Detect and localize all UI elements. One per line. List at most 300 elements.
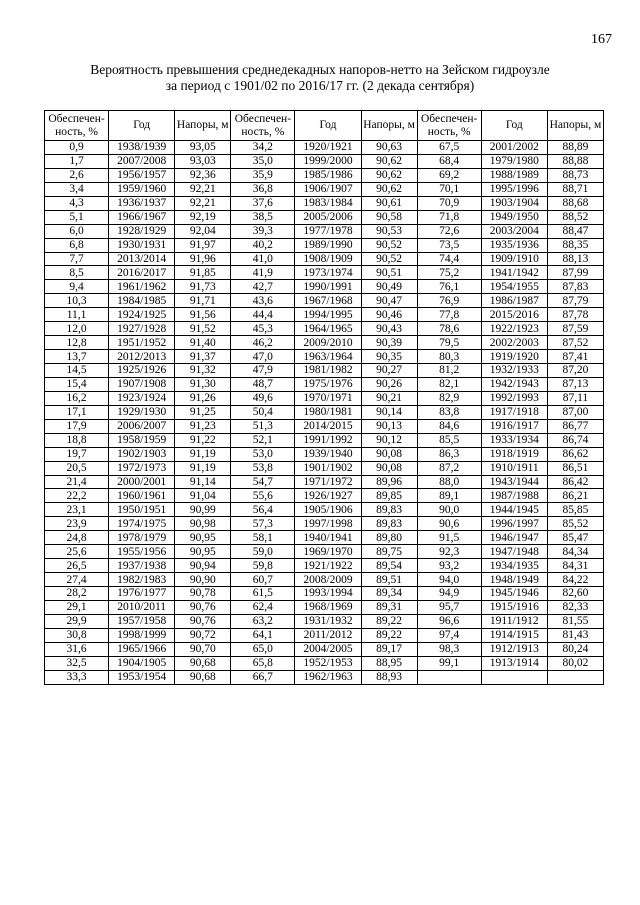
probability-cell: 2,6	[45, 168, 109, 182]
probability-cell: 43,6	[231, 294, 295, 308]
table-title	[0, 62, 640, 94]
year-cell: 1988/1989	[481, 168, 547, 182]
probability-cell: 25,6	[45, 545, 109, 559]
probability-cell: 23,9	[45, 517, 109, 531]
table-row	[45, 419, 604, 433]
year-cell: 1934/1935	[481, 559, 547, 573]
year-cell: 1947/1948	[481, 545, 547, 559]
year-cell: 1920/1921	[295, 141, 361, 155]
year-cell: 1989/1990	[295, 238, 361, 252]
year-cell: 1929/1930	[109, 405, 175, 419]
probability-cell: 38,5	[231, 210, 295, 224]
table-row	[45, 280, 604, 294]
year-cell: 1951/1952	[109, 336, 175, 350]
year-cell: 1945/1946	[481, 587, 547, 601]
probability-cell: 45,3	[231, 322, 295, 336]
year-cell: 2000/2001	[109, 475, 175, 489]
table-row	[45, 447, 604, 461]
table-row	[45, 308, 604, 322]
head-cell: 90,63	[361, 141, 417, 155]
probability-cell: 81,2	[417, 364, 481, 378]
probability-cell: 14,5	[45, 364, 109, 378]
year-cell: 2005/2006	[295, 210, 361, 224]
year-cell: 1916/1917	[481, 419, 547, 433]
year-cell: 1933/1934	[481, 433, 547, 447]
probability-cell: 58,1	[231, 531, 295, 545]
probability-cell: 51,3	[231, 419, 295, 433]
year-cell: 1995/1996	[481, 182, 547, 196]
head-cell: 91,19	[175, 447, 231, 461]
table-row	[45, 224, 604, 238]
head-cell: 88,88	[547, 154, 603, 168]
head-cell: 90,76	[175, 600, 231, 614]
probability-cell: 31,6	[45, 642, 109, 656]
year-cell: 1960/1961	[109, 489, 175, 503]
probability-cell: 70,1	[417, 182, 481, 196]
head-cell: 86,42	[547, 475, 603, 489]
probability-cell: 90,6	[417, 517, 481, 531]
head-cell: 82,33	[547, 600, 603, 614]
year-cell: 1969/1970	[295, 545, 361, 559]
head-cell: 90,43	[361, 322, 417, 336]
head-cell: 91,56	[175, 308, 231, 322]
year-cell: 1963/1964	[295, 350, 361, 364]
probability-cell: 41,9	[231, 266, 295, 280]
head-cell: 89,96	[361, 475, 417, 489]
probability-cell: 99,1	[417, 656, 481, 670]
year-cell: 2009/2010	[295, 336, 361, 350]
year-cell: 1924/1925	[109, 308, 175, 322]
year-cell: 1946/1947	[481, 531, 547, 545]
table-row	[45, 545, 604, 559]
probability-cell: 41,0	[231, 252, 295, 266]
head-cell: 88,68	[547, 196, 603, 210]
year-cell: 1949/1950	[481, 210, 547, 224]
probability-cell: 6,0	[45, 224, 109, 238]
year-cell: 1971/1972	[295, 475, 361, 489]
head-cell: 88,47	[547, 224, 603, 238]
head-cell: 90,70	[175, 642, 231, 656]
head-cell: 87,13	[547, 377, 603, 391]
year-cell: 1928/1929	[109, 224, 175, 238]
year-cell: 1905/1906	[295, 503, 361, 517]
probability-cell: 88,0	[417, 475, 481, 489]
year-cell: 1930/1931	[109, 238, 175, 252]
probability-cell: 75,2	[417, 266, 481, 280]
probability-cell: 16,2	[45, 391, 109, 405]
probability-cell: 3,4	[45, 182, 109, 196]
probability-cell: 17,9	[45, 419, 109, 433]
year-cell: 1903/1904	[481, 196, 547, 210]
table-row	[45, 405, 604, 419]
table-row	[45, 587, 604, 601]
head-cell: 86,74	[547, 433, 603, 447]
year-cell: 1993/1994	[295, 587, 361, 601]
year-cell: 1970/1971	[295, 391, 361, 405]
head-cell: 90,61	[361, 196, 417, 210]
probability-cell: 4,3	[45, 196, 109, 210]
table-body	[45, 141, 604, 685]
year-cell: 1950/1951	[109, 503, 175, 517]
probability-cell: 72,6	[417, 224, 481, 238]
header-year: Год	[481, 111, 547, 141]
header-row	[45, 111, 604, 141]
probability-cell: 91,5	[417, 531, 481, 545]
head-cell: 91,25	[175, 405, 231, 419]
year-cell: 1901/1902	[295, 461, 361, 475]
year-cell: 1909/1910	[481, 252, 547, 266]
probability-cell: 74,4	[417, 252, 481, 266]
probability-cell: 71,8	[417, 210, 481, 224]
year-cell: 1921/1922	[295, 559, 361, 573]
head-cell: 91,19	[175, 461, 231, 475]
year-cell: 1918/1919	[481, 447, 547, 461]
title-line-2: за период с 1901/02 по 2016/17 гг. (2 декада сентября)	[165, 78, 475, 93]
probability-cell: 0,9	[45, 141, 109, 155]
probability-cell: 87,2	[417, 461, 481, 475]
head-cell: 89,51	[361, 573, 417, 587]
probability-cell: 35,9	[231, 168, 295, 182]
table-row	[45, 489, 604, 503]
table-row	[45, 154, 604, 168]
head-cell: 87,00	[547, 405, 603, 419]
probability-cell: 65,8	[231, 656, 295, 670]
table-row	[45, 350, 604, 364]
head-cell: 89,75	[361, 545, 417, 559]
head-cell: 90,51	[361, 266, 417, 280]
year-cell: 2001/2002	[481, 141, 547, 155]
head-cell: 89,22	[361, 628, 417, 642]
head-cell: 90,08	[361, 461, 417, 475]
probability-cell: 48,7	[231, 377, 295, 391]
year-cell: 1961/1962	[109, 280, 175, 294]
year-cell: 1976/1977	[109, 587, 175, 601]
year-cell: 1958/1959	[109, 433, 175, 447]
probability-cell: 77,8	[417, 308, 481, 322]
probability-cell: 33,3	[45, 670, 109, 684]
year-cell: 1955/1956	[109, 545, 175, 559]
probability-cell: 84,6	[417, 419, 481, 433]
head-cell: 89,17	[361, 642, 417, 656]
table-row	[45, 531, 604, 545]
table-row	[45, 364, 604, 378]
year-cell: 1906/1907	[295, 182, 361, 196]
year-cell: 1997/1998	[295, 517, 361, 531]
table-row	[45, 210, 604, 224]
year-cell: 1926/1927	[295, 489, 361, 503]
year-cell: 1994/1995	[295, 308, 361, 322]
table-row	[45, 503, 604, 517]
year-cell: 1913/1914	[481, 656, 547, 670]
probability-cell: 64,1	[231, 628, 295, 642]
head-cell: 88,95	[361, 656, 417, 670]
probability-cell: 78,6	[417, 322, 481, 336]
head-cell: 88,52	[547, 210, 603, 224]
year-cell: 1911/1912	[481, 614, 547, 628]
head-cell: 81,55	[547, 614, 603, 628]
probability-cell: 44,4	[231, 308, 295, 322]
year-cell: 1917/1918	[481, 405, 547, 419]
probability-cell: 9,4	[45, 280, 109, 294]
year-cell: 1907/1908	[109, 377, 175, 391]
probability-cell: 39,3	[231, 224, 295, 238]
probability-cell: 30,8	[45, 628, 109, 642]
head-cell: 90,49	[361, 280, 417, 294]
head-cell: 91,37	[175, 350, 231, 364]
table-row	[45, 559, 604, 573]
head-cell: 90,76	[175, 614, 231, 628]
probability-cell: 6,8	[45, 238, 109, 252]
probability-cell: 49,6	[231, 391, 295, 405]
probability-cell: 93,2	[417, 559, 481, 573]
head-cell: 90,21	[361, 391, 417, 405]
head-cell: 90,26	[361, 377, 417, 391]
table-row	[45, 628, 604, 642]
head-cell: 86,21	[547, 489, 603, 503]
head-cell: 90,68	[175, 656, 231, 670]
head-cell: 90,52	[361, 238, 417, 252]
head-cell: 87,41	[547, 350, 603, 364]
year-cell: 1978/1979	[109, 531, 175, 545]
head-cell: 90,39	[361, 336, 417, 350]
table-row	[45, 182, 604, 196]
head-cell: 87,20	[547, 364, 603, 378]
head-cell: 90,46	[361, 308, 417, 322]
probability-cell: 59,8	[231, 559, 295, 573]
year-cell: 2004/2005	[295, 642, 361, 656]
year-cell: 1964/1965	[295, 322, 361, 336]
head-cell: 90,72	[175, 628, 231, 642]
head-cell: 87,79	[547, 294, 603, 308]
probability-cell: 90,0	[417, 503, 481, 517]
head-cell: 90,94	[175, 559, 231, 573]
year-cell: 1985/1986	[295, 168, 361, 182]
probability-cell: 62,4	[231, 600, 295, 614]
head-cell: 87,11	[547, 391, 603, 405]
probability-cell: 94,0	[417, 573, 481, 587]
probability-cell: 95,7	[417, 600, 481, 614]
head-cell: 85,52	[547, 517, 603, 531]
probability-cell: 18,8	[45, 433, 109, 447]
year-cell: 1968/1969	[295, 600, 361, 614]
head-cell: 84,22	[547, 573, 603, 587]
probability-cell: 52,1	[231, 433, 295, 447]
probability-cell: 50,4	[231, 405, 295, 419]
header-probability: Обеспечен-ность, %	[231, 111, 295, 141]
table-row	[45, 322, 604, 336]
head-cell: 93,05	[175, 141, 231, 155]
year-cell: 2002/2003	[481, 336, 547, 350]
year-cell: 1944/1945	[481, 503, 547, 517]
year-cell: 1910/1911	[481, 461, 547, 475]
year-cell: 1935/1936	[481, 238, 547, 252]
head-cell: 90,58	[361, 210, 417, 224]
probability-cell: 69,2	[417, 168, 481, 182]
head-cell: 89,85	[361, 489, 417, 503]
probability-cell: 42,7	[231, 280, 295, 294]
head-cell: 91,23	[175, 419, 231, 433]
page-number: 167	[591, 32, 612, 47]
probability-cell: 15,4	[45, 377, 109, 391]
head-cell: 91,32	[175, 364, 231, 378]
year-cell: 1984/1985	[109, 294, 175, 308]
probability-cell: 37,6	[231, 196, 295, 210]
header-head: Напоры, м	[547, 111, 603, 141]
probability-cell: 11,1	[45, 308, 109, 322]
probability-cell: 29,9	[45, 614, 109, 628]
table-row	[45, 642, 604, 656]
header-head: Напоры, м	[175, 111, 231, 141]
probability-cell: 82,9	[417, 391, 481, 405]
probability-cell: 70,9	[417, 196, 481, 210]
probability-cell: 17,1	[45, 405, 109, 419]
year-cell: 1942/1943	[481, 377, 547, 391]
year-cell: 1915/1916	[481, 600, 547, 614]
year-cell: 1973/1974	[295, 266, 361, 280]
year-cell: 1957/1958	[109, 614, 175, 628]
table-row	[45, 517, 604, 531]
year-cell: 1980/1981	[295, 405, 361, 419]
header-year: Год	[109, 111, 175, 141]
probability-cell: 68,4	[417, 154, 481, 168]
table-row	[45, 196, 604, 210]
probability-cell: 35,0	[231, 154, 295, 168]
head-cell: 91,04	[175, 489, 231, 503]
year-cell: 2008/2009	[295, 573, 361, 587]
probability-cell: 13,7	[45, 350, 109, 364]
year-cell: 2007/2008	[109, 154, 175, 168]
head-cell: 90,14	[361, 405, 417, 419]
head-cell: 82,60	[547, 587, 603, 601]
table-row	[45, 433, 604, 447]
header-probability: Обеспечен-ность, %	[45, 111, 109, 141]
year-cell: 1974/1975	[109, 517, 175, 531]
table-row	[45, 391, 604, 405]
probability-cell: 29,1	[45, 600, 109, 614]
head-cell: 92,04	[175, 224, 231, 238]
head-cell: 92,19	[175, 210, 231, 224]
year-cell: 1982/1983	[109, 573, 175, 587]
table-row	[45, 141, 604, 155]
year-cell: 1983/1984	[295, 196, 361, 210]
head-cell: 90,52	[361, 252, 417, 266]
head-cell: 90,78	[175, 587, 231, 601]
probability-cell: 23,1	[45, 503, 109, 517]
head-cell: 90,35	[361, 350, 417, 364]
head-cell: 88,89	[547, 141, 603, 155]
probability-cell: 73,5	[417, 238, 481, 252]
year-cell: 1972/1973	[109, 461, 175, 475]
probability-cell: 76,1	[417, 280, 481, 294]
probability-cell: 66,7	[231, 670, 295, 684]
head-cell: 90,13	[361, 419, 417, 433]
year-cell: 1952/1953	[295, 656, 361, 670]
year-cell: 1902/1903	[109, 447, 175, 461]
head-cell: 86,77	[547, 419, 603, 433]
year-cell: 1990/1991	[295, 280, 361, 294]
head-cell: 89,54	[361, 559, 417, 573]
year-cell: 1998/1999	[109, 628, 175, 642]
year-cell: 1996/1997	[481, 517, 547, 531]
probability-cell: 63,2	[231, 614, 295, 628]
year-cell: 1914/1915	[481, 628, 547, 642]
head-cell: 81,43	[547, 628, 603, 642]
head-cell: 85,47	[547, 531, 603, 545]
probability-cell: 79,5	[417, 336, 481, 350]
probability-cell: 27,4	[45, 573, 109, 587]
probability-cell: 1,7	[45, 154, 109, 168]
head-cell: 90,62	[361, 182, 417, 196]
head-cell: 89,80	[361, 531, 417, 545]
head-cell: 91,96	[175, 252, 231, 266]
year-cell: 2016/2017	[109, 266, 175, 280]
year-cell: 1999/2000	[295, 154, 361, 168]
head-cell: 90,62	[361, 168, 417, 182]
probability-cell: 60,7	[231, 573, 295, 587]
table-row	[45, 168, 604, 182]
head-cell: 89,31	[361, 600, 417, 614]
year-cell: 1939/1940	[295, 447, 361, 461]
head-cell: 90,99	[175, 503, 231, 517]
year-cell: 2015/2016	[481, 308, 547, 322]
year-cell: 2003/2004	[481, 224, 547, 238]
probability-cell: 80,3	[417, 350, 481, 364]
year-cell: 1912/1913	[481, 642, 547, 656]
probability-cell: 61,5	[231, 587, 295, 601]
probability-cell: 59,0	[231, 545, 295, 559]
head-cell: 88,13	[547, 252, 603, 266]
head-cell: 89,83	[361, 503, 417, 517]
year-cell: 2013/2014	[109, 252, 175, 266]
head-cell: 90,98	[175, 517, 231, 531]
probability-table	[44, 110, 604, 685]
head-cell: 90,95	[175, 531, 231, 545]
table-row	[45, 377, 604, 391]
probability-cell: 94,9	[417, 587, 481, 601]
year-cell: 1979/1980	[481, 154, 547, 168]
probability-cell: 55,6	[231, 489, 295, 503]
table-row	[45, 656, 604, 670]
year-cell: 1927/1928	[109, 322, 175, 336]
probability-cell: 10,3	[45, 294, 109, 308]
head-cell: 90,53	[361, 224, 417, 238]
probability-cell: 98,3	[417, 642, 481, 656]
year-cell: 1940/1941	[295, 531, 361, 545]
year-cell: 1925/1926	[109, 364, 175, 378]
head-cell: 90,27	[361, 364, 417, 378]
year-cell: 2011/2012	[295, 628, 361, 642]
probability-cell: 85,5	[417, 433, 481, 447]
head-cell: 89,22	[361, 614, 417, 628]
head-cell: 87,83	[547, 280, 603, 294]
head-cell: 91,52	[175, 322, 231, 336]
probability-cell	[417, 670, 481, 684]
head-cell: 90,90	[175, 573, 231, 587]
probability-cell: 26,5	[45, 559, 109, 573]
probability-cell: 89,1	[417, 489, 481, 503]
head-cell: 91,71	[175, 294, 231, 308]
head-cell: 90,95	[175, 545, 231, 559]
table-row	[45, 336, 604, 350]
probability-cell: 67,5	[417, 141, 481, 155]
probability-cell: 32,5	[45, 656, 109, 670]
year-cell: 1938/1939	[109, 141, 175, 155]
year-cell: 1932/1933	[481, 364, 547, 378]
head-cell: 91,26	[175, 391, 231, 405]
probability-cell: 53,8	[231, 461, 295, 475]
head-cell: 93,03	[175, 154, 231, 168]
year-cell: 1923/1924	[109, 391, 175, 405]
